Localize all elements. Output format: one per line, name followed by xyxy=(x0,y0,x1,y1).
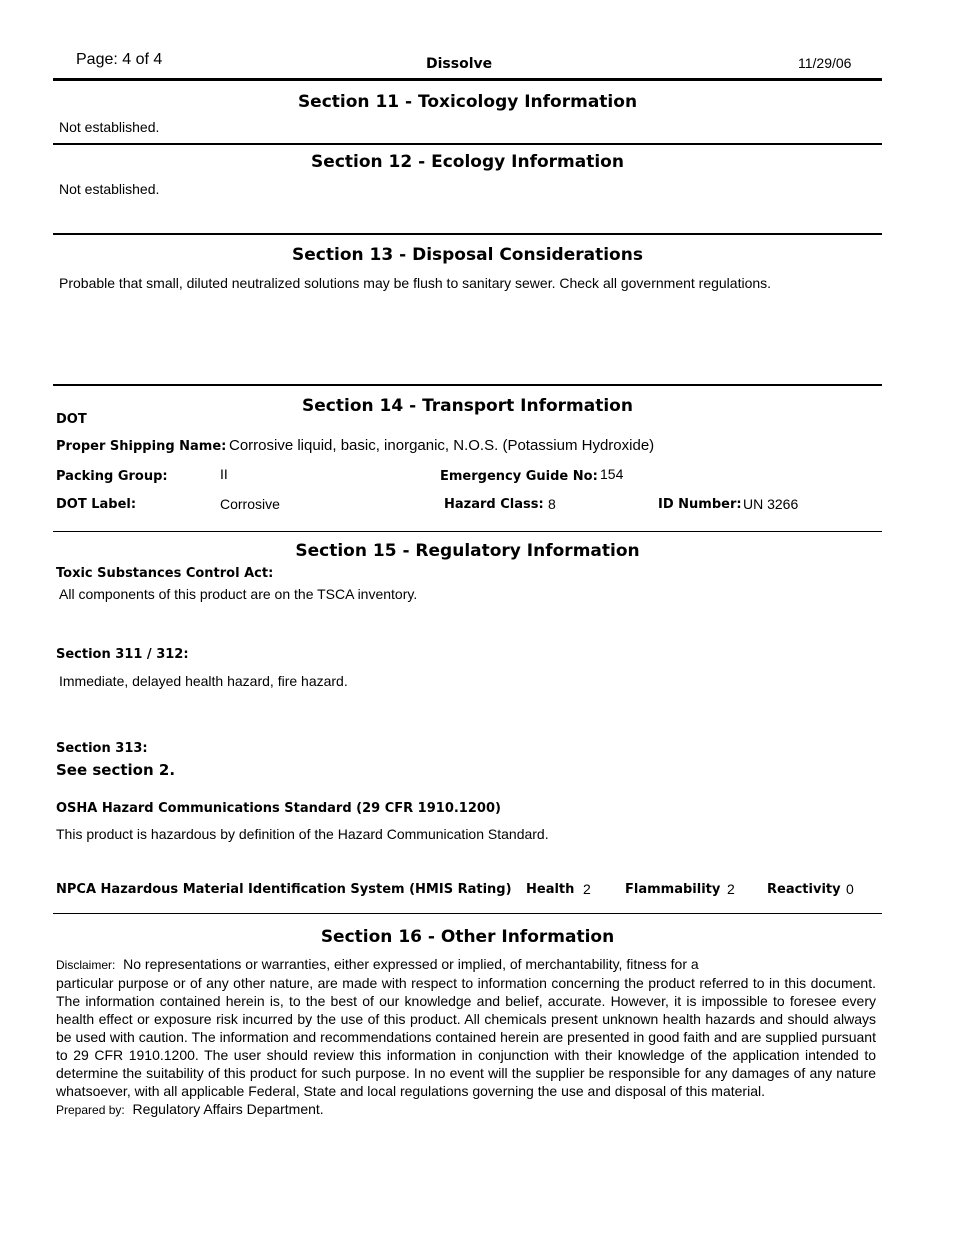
section-divider xyxy=(53,384,882,386)
hmis-flammability-label: Flammability xyxy=(625,882,721,897)
emergency-guide-label: Emergency Guide No: xyxy=(440,469,598,484)
section-divider xyxy=(53,143,882,145)
section-311-text: Immediate, delayed health hazard, fire hazard. xyxy=(59,673,348,689)
page-number: Page: 4 of 4 xyxy=(76,51,163,68)
packing-group-value: II xyxy=(220,466,228,482)
hmis-health-value: 2 xyxy=(583,881,591,897)
osha-text: This product is hazardous by definition of the Hazard Communication Standard. xyxy=(56,826,549,842)
hmis-health-label: Health xyxy=(526,882,575,897)
section-divider xyxy=(53,233,882,235)
product-name: Dissolve xyxy=(426,56,493,72)
hmis-label: NPCA Hazardous Material Identification System (HMIS Rating) xyxy=(56,882,512,897)
disclaimer-first-text: No representations or warranties, either expressed or implied, of merchantability, fitness for a xyxy=(123,956,699,972)
section-divider xyxy=(53,531,882,532)
document-date: 11/29/06 xyxy=(798,55,852,71)
proper-shipping-name-value: Corrosive liquid, basic, inorganic, N.O.S. (Potassium Hydroxide) xyxy=(229,437,655,454)
section-16-title: Section 16 - Other Information xyxy=(320,927,615,947)
proper-shipping-name-label: Proper Shipping Name: xyxy=(56,439,227,454)
tsca-label: Toxic Substances Control Act: xyxy=(56,566,274,581)
section-15-title: Section 15 - Regulatory Information xyxy=(295,541,640,561)
hmis-reactivity-label: Reactivity xyxy=(767,882,841,897)
id-number-label: ID Number: xyxy=(658,497,742,512)
id-number-value: UN 3266 xyxy=(743,496,799,512)
disclaimer-label: Disclaimer: xyxy=(56,958,116,972)
prepared-by-line xyxy=(56,1100,876,1119)
hazard-class-label: Hazard Class: xyxy=(444,497,544,512)
section-14-title: Section 14 - Transport Information xyxy=(302,396,633,416)
section-11-text: Not established. xyxy=(59,119,160,135)
emergency-guide-value: 154 xyxy=(600,466,624,482)
section-313-label: Section 313: xyxy=(56,741,148,756)
disclaimer-first-line xyxy=(56,955,876,974)
osha-label: OSHA Hazard Communications Standard (29 CFR 1910.1200) xyxy=(56,801,501,816)
dot-label-value: Corrosive xyxy=(220,496,280,512)
section-divider xyxy=(53,913,882,914)
prepared-by-label: Prepared by: xyxy=(56,1103,125,1117)
section-13-text: Probable that small, diluted neutralized solutions may be flush to sanitary sewer. Check all government regulations. xyxy=(59,275,772,291)
tsca-text: All components of this product are on the TSCA inventory. xyxy=(59,586,418,602)
section-311-label: Section 311 / 312: xyxy=(56,647,189,662)
disclaimer-body: particular purpose or of any other nature, are made with respect to information concerning the product referred to in this document. The information contained herein is, to the best of our knowledge and belief, accurate. However, it is impossible to foresee every health effect or exposure risk incurred by the use of this product. All chemicals present unknown health hazards and should always be used with caution. The information and recommendations contained herein are presented in good faith and are supplied pursuant to 29 CFR 1910.1200. The user should review this information in conjunction with their knowledge of the application intended to determine the suitability of this product for such purpose. In no event will the supplier be responsible for any damages of any nature whatsoever, with all applicable Federal, State and local regulations governing the use and disposal of this material. xyxy=(56,975,876,1099)
header-divider xyxy=(53,78,882,81)
section-13-title: Section 13 - Disposal Considerations xyxy=(292,245,643,265)
disclaimer-paragraph xyxy=(56,955,876,1119)
section-12-text: Not established. xyxy=(59,181,160,197)
dot-label-label: DOT Label: xyxy=(56,497,137,512)
section-11-title: Section 11 - Toxicology Information xyxy=(297,92,638,112)
section-313-text: See section 2. xyxy=(56,761,176,779)
prepared-by-value: Regulatory Affairs Department. xyxy=(132,1101,324,1117)
hmis-reactivity-value: 0 xyxy=(846,881,854,897)
packing-group-label: Packing Group: xyxy=(56,469,168,484)
hazard-class-value: 8 xyxy=(548,496,556,512)
section-12-title: Section 12 - Ecology Information xyxy=(311,152,624,172)
dot-heading: DOT xyxy=(56,412,87,427)
hmis-flammability-value: 2 xyxy=(727,881,735,897)
